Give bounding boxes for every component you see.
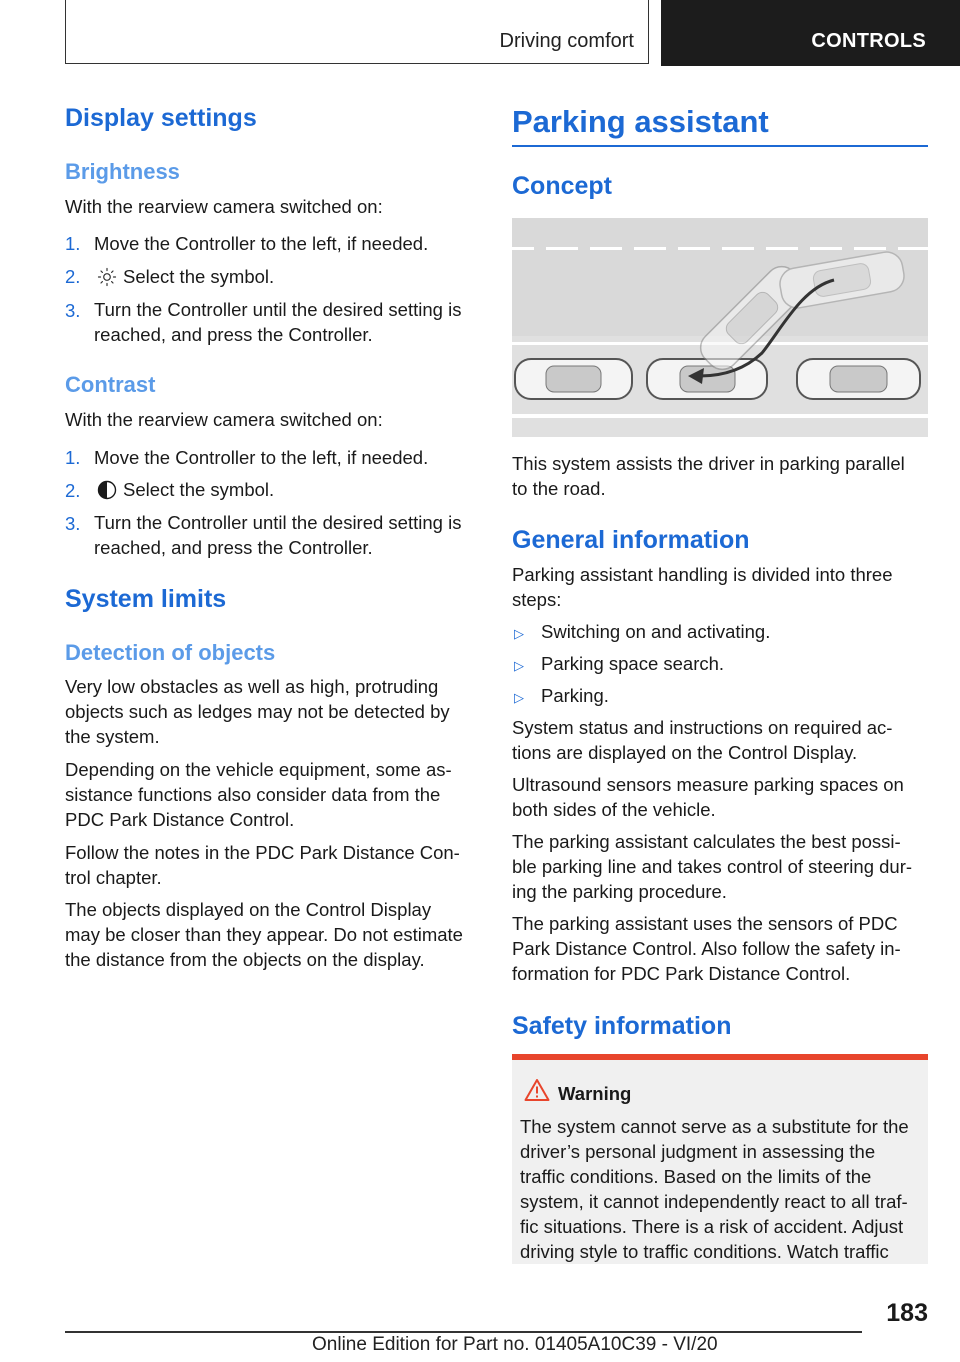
list-item: Parking space search. (541, 653, 725, 674)
warning-line: The system cannot serve as a substitute for the (520, 1116, 909, 1137)
paragraph-line: the distance from the objects on the display. (65, 949, 425, 970)
paragraph-line: Depending on the vehicle equipment, some as- (65, 759, 452, 780)
paragraph-line: ing the parking procedure. (512, 881, 727, 902)
heading-detection-of-objects: Detection of objects (65, 640, 276, 665)
paragraph (512, 911, 901, 986)
paragraph-line: Park Distance Control. Also follow the safety in- (512, 938, 901, 959)
paragraph-line: ble parking line and takes control of steering dur- (512, 856, 913, 877)
bullet-triangle-icon: ▷ (514, 690, 524, 705)
paragraph-line: This system assists the driver in parking parallel (512, 453, 905, 474)
list-item: Move the Controller to the left, if needed. (94, 233, 429, 254)
list-number: 3. (65, 300, 81, 321)
list-item-continuation: reached, and press the Controller. (94, 324, 373, 345)
page-title: Parking assistant (512, 104, 769, 139)
paragraph (65, 897, 463, 972)
title-rule (512, 145, 928, 147)
paragraph (512, 772, 904, 822)
paragraph-line: Very low obstacles as well as high, protruding (65, 676, 439, 697)
list-item: Parking. (541, 685, 609, 706)
warning-line: driver’s personal judgment in assessing the (520, 1141, 876, 1162)
list-item: Move the Controller to the left, if needed. (94, 447, 429, 468)
paragraph-line: The parking assistant calculates the best possi- (512, 831, 901, 852)
parking-illustration (512, 218, 928, 437)
paragraph-line: steps: (512, 589, 562, 610)
warning-box (512, 1054, 928, 1264)
paragraph (65, 757, 452, 832)
heading-safety-information: Safety information (512, 1012, 732, 1040)
warning-bar (512, 1054, 928, 1060)
header-chapter-label: CONTROLS (811, 30, 926, 52)
contrast-intro: With the rearview camera switched on: (65, 409, 383, 430)
paragraph (512, 715, 892, 765)
paragraph (65, 674, 450, 749)
bullet-triangle-icon: ▷ (514, 626, 524, 641)
paragraph-line: Ultrasound sensors measure parking spaces on (512, 774, 904, 795)
heading-contrast: Contrast (65, 372, 156, 397)
heading-display-settings: Display settings (65, 104, 257, 132)
paragraph-line: the system. (65, 726, 160, 747)
page-header (0, 0, 960, 66)
list-number: 1. (65, 233, 81, 254)
footer-rule (65, 1331, 862, 1333)
header-chapter-tab (661, 0, 960, 66)
heading-concept: Concept (512, 172, 612, 200)
list-item: Select the symbol. (123, 266, 275, 287)
paragraph-line: both sides of the vehicle. (512, 799, 716, 820)
paragraph-line: Parking assistant handling is divided into three (512, 564, 893, 585)
heading-system-limits: System limits (65, 585, 227, 613)
warning-line: traffic conditions. Based on the limits of the (520, 1166, 872, 1187)
header-section-box (65, 0, 649, 64)
paragraph-line: System status and instructions on required ac- (512, 717, 893, 738)
edition-note: Online Edition for Part no. 01405A10C39 - VI/20 (312, 1334, 718, 1355)
warning-text (520, 1114, 925, 1264)
warning-line: fic situations. There is a risk of accident. Adjust (520, 1216, 904, 1237)
paragraph-line: objects such as ledges may not be detected by (65, 701, 450, 722)
list-item-continuation: reached, and press the Controller. (94, 537, 373, 558)
warning-line: driving style to traffic conditions. Watch traffic (520, 1241, 889, 1262)
paragraph-line: may be closer than they appear. Do not estimate (65, 924, 463, 945)
list-item: Switching on and activating. (541, 621, 771, 642)
brightness-intro: With the rearview camera switched on: (65, 196, 383, 217)
paragraph-line: The objects displayed on the Control Display (65, 899, 432, 920)
brightness-sun-icon (97, 267, 117, 287)
paragraph-line: formation for PDC Park Distance Control. (512, 963, 851, 984)
list-number: 2. (65, 266, 81, 287)
paragraph-line: tions are displayed on the Control Display. (512, 742, 858, 763)
paragraph-line: sistance functions also consider data from the (65, 784, 441, 805)
list-item: Turn the Controller until the desired setting is (94, 512, 462, 533)
list-item: Turn the Controller until the desired setting is (94, 299, 462, 320)
heading-general-information: General information (512, 526, 750, 554)
warning-line: system, it cannot independently react to all traf- (520, 1191, 908, 1212)
contrast-half-circle-icon (97, 480, 117, 500)
heading-brightness: Brightness (65, 159, 180, 184)
header-section-title: Driving comfort (499, 30, 634, 52)
paragraph-line: trol chapter. (65, 867, 162, 888)
warning-title: Warning (558, 1083, 632, 1104)
paragraph-line: The parking assistant uses the sensors of PDC (512, 913, 898, 934)
list-number: 2. (65, 480, 81, 501)
paragraph-line: Follow the notes in the PDC Park Distance Con- (65, 842, 460, 863)
list-number: 1. (65, 447, 81, 468)
warning-triangle-icon (524, 1078, 550, 1102)
paragraph-line: PDC Park Distance Control. (65, 809, 295, 830)
paragraph-line: to the road. (512, 478, 606, 499)
list-number: 3. (65, 513, 81, 534)
general-intro (512, 562, 893, 612)
list-item: Select the symbol. (123, 479, 275, 500)
paragraph (512, 829, 912, 904)
page-number: 183 (886, 1299, 928, 1327)
bullet-triangle-icon: ▷ (514, 658, 524, 673)
concept-caption (512, 451, 905, 501)
paragraph (65, 840, 460, 890)
